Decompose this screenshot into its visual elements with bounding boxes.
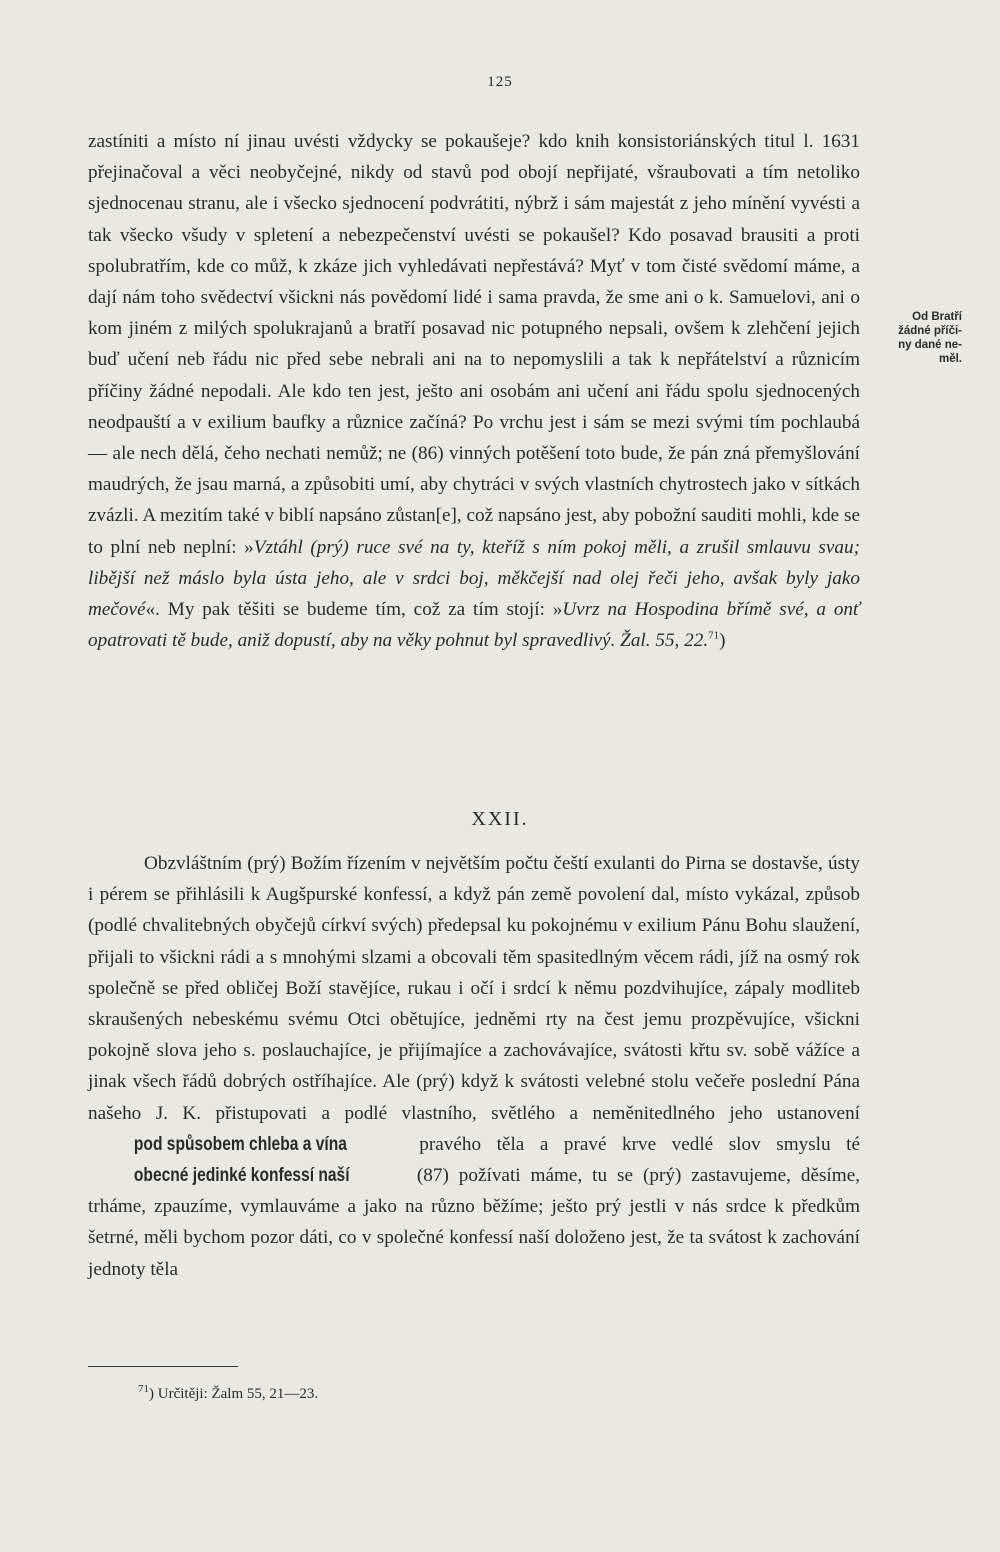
section-heading: XXII.	[471, 808, 529, 830]
footnote-reference: 71	[708, 629, 720, 642]
paragraph-2-text-b: pravého těla a pravé krve vedlé slov smyslu té	[419, 1133, 860, 1155]
paragraph-2-text	[88, 848, 860, 1285]
emphasis-bold-2: obecné jedinké konfessí naší	[133, 1165, 350, 1187]
emphasis-bold-1: pod spůsobem chleba a vína	[133, 1133, 347, 1155]
paragraph-1-text-b: «. My pak těšiti se budeme tím, což za tím stojí: »	[145, 599, 563, 621]
psalm-quote-1: Vztáhl (prý) ruce své na ty, kteříž s ním pokoj měli, a zrušil smlauvu svau; libější než máslo byla ústa jeho, ale v srdci boj, měkčejší nad olej řeči jeho, avšak byly jako mečové	[88, 536, 860, 621]
paragraph-1-text-a: zastíniti a místo ní jinau uvésti vždycky se pokaušeje? kdo knih konsistoriánských titul l. 1631 přejinačoval a věci neobyčejné, nikdy od stavů pod obojí nepřijaté, všraubovati a tím netoliko sjednocenau stranu, ale i všecko sjednocení podvrátiti, nýbrž i sám majestát z jeho mínění vyvésti a tak všecko všudy v spletení a nebezpečenství uvésti se pokaušel? Kdo posavad brausiti a proti spolubratřím, kde co můž, k zkáze jich vyhledávati nepřestává? Myť v tom čisté svědomí máme, a dají nám toho svědectví všickni nás povědomí lidé i sama pravda, že sme ani o k. Samuelovi, ani o kom jiném z milých spolukrajanů a bratří posavad nic potupného nepsali, ovšem k zlehčení jejich buď učení neb řádu nic před sebe nebrali ani na to nepomyslili a tak k nepřátelství a různicím příčiny žádné nepodali. Ale kdo ten jest, ješto ani osobám ani učení ani řádu spolu sjednocených neodpauští a v exilium baufky a různice začíná? Po vrchu jest i sám se mezi svými tím pochlaubá — ale nech dělá, čeho nechati nemůž; ne (86) vinných potěšení toto bude, že pán zná přemyšlování maudrých, že jsau marná, a způsobiti umí, aby chytráci v svých vlastních chytrostech jako v sítkách zvázli. A mezitím také v biblí napsáno zůstan[e], což napsáno jest, aby pobožní sauditi mohli, kde se to plní neb neplní: »	[88, 131, 860, 558]
paragraph-2	[88, 848, 860, 1285]
footnote-text: ) Určitěji: Žalm 55, 21—23.	[149, 1386, 319, 1402]
margin-note-line: ny dané ne-	[898, 339, 962, 351]
margin-note-line: měl.	[938, 353, 962, 365]
paragraph-1-text	[88, 126, 860, 656]
psalm-quote-2: Uvrz na Hospodina břímě své, a onť opatrovati tě bude, aniž dopustí, aby na věky pohnut byl spravedlivý. Žal. 55, 22.	[88, 599, 860, 652]
footnote-mark: 71	[138, 1383, 149, 1395]
margin-note-line: Od Bratří	[912, 311, 962, 323]
page-number: 125	[487, 74, 513, 90]
margin-note	[866, 310, 962, 366]
footnote-divider	[88, 1366, 238, 1367]
margin-note-line: žádné příči-	[898, 325, 962, 337]
footnote	[138, 1383, 319, 1403]
paragraph-1-text-c: )	[719, 630, 726, 652]
paragraph-1	[88, 126, 860, 656]
paragraph-2-text-a: Obzvláštním (prý) Božím řízením v největším počtu čeští exulanti do Pirna se dostavše, ústy i pérem se přihlásili k Augšpurské konfessí, a když pán země povolení dal, místo vykázal, způsob (podlé chvalitebných obyčejů církví svých) předepsal ku pokojnému v exilium Pánu Bohu slaužení, přijali to všickni rádi a s mnohými slzami a obcovali těm spasitedlným věcem rádi, jíž na osmý rok společně se před obličej Boží stavějíce, rukau i očí i srdcí k němu pozdvihujíce, zápaly modlitеb skraušených nebeskému svému Otci obětujíce, jedněmi rty na čest jemu prozpěvujíce, všickni pokojně slova jeho s. poslauchajíce, je přijímajíce a zachovávajíce, svátosti křtu sv. sobě vážíce a jinak všech řádů dobrých ostříhajíce. Ale (prý) když k svátosti velebné stolu večeře poslední Pána našeho J. K. přistupovati a podlé vlastního, světlého a neměnitedlného jeho ustanovení	[88, 853, 860, 1124]
paragraph-2-text-c: (87) požívati máme, tu se (prý) zastavujeme, děsíme, trháme, zpauzíme, vymlauváme a jako na různo běžíme; ješto prý jestli v nás srdce k předkům šetrné, měli bychom pozor dáti, co v společné konfessí naší doloženo jest, že ta svátost k zachování jednoty těla	[88, 1165, 861, 1280]
